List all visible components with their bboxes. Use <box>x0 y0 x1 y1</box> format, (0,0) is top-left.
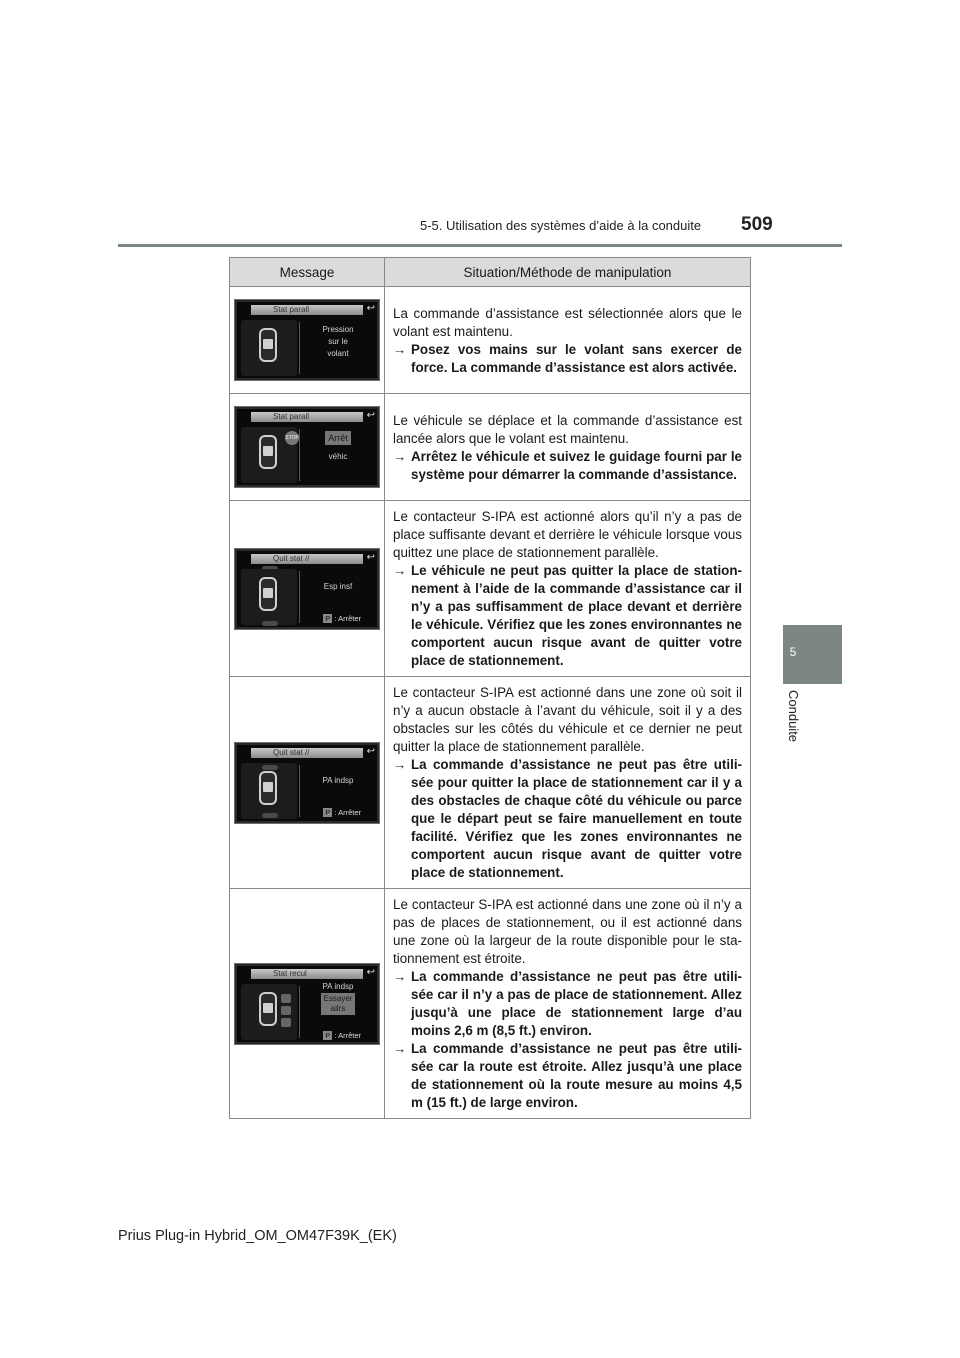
table-row <box>230 394 751 501</box>
action-item <box>393 341 742 377</box>
action-item <box>393 448 742 484</box>
arrow-icon: → <box>393 448 407 464</box>
stop-hint-text: : Arrêter <box>334 613 361 623</box>
screen-divider <box>299 765 300 817</box>
action-text: Arrêtez le véhicule et suivez le guidage fourni par le système pour démarrer la commande d’assistance. <box>411 448 742 482</box>
screen-message <box>301 324 375 360</box>
return-icon: ↩ <box>366 551 375 563</box>
chapter-number: 5 <box>789 645 797 659</box>
arrow-icon: → <box>393 341 407 357</box>
retry-badge-line: ailrs <box>330 1003 346 1013</box>
arrow-icon: → <box>393 563 407 578</box>
car-icon <box>259 771 277 805</box>
screen-title-bar: Quit stat // <box>251 748 363 758</box>
action-item <box>393 1040 742 1112</box>
action-item <box>393 756 742 882</box>
arrow-icon: → <box>393 757 407 772</box>
action-text: Le véhicule ne peut pas quitter la place de station- nement à l’aide de la commande d’assistance car il n’y a pas suffisamment de place devant et derrière le véhicule. Vérifiez que les zones environnantes ne comportent aucun risque avant de quitter votre place de stationnement. <box>411 563 742 668</box>
table-row <box>230 287 751 394</box>
car-icon <box>259 328 277 362</box>
situation-text: Le véhicule se déplace et la commande d’assistance est lancée alors que le volant est maintenu. <box>393 412 742 446</box>
screen-divider <box>299 429 300 481</box>
stop-icon: STOP <box>285 431 299 445</box>
document-footer: Prius Plug-in Hybrid_OM_OM47F39K_(EK) <box>118 1228 397 1244</box>
screen-message <box>301 981 375 1015</box>
situation-cell <box>385 501 751 677</box>
situation-cell <box>385 677 751 889</box>
display-screen-image <box>234 963 380 1045</box>
situation-text: Le contacteur S-IPA est actionné alors qu’il n’y a pas de place suffisante devant et derrière le véhicule lorsque vous quittez une place de stationnement parallèle. <box>393 509 742 560</box>
sensor-icon <box>262 621 278 626</box>
screen-message-line: volant <box>327 349 349 358</box>
car-icon <box>259 435 277 469</box>
screen-message-line: sur le <box>328 337 348 346</box>
screen-title-bar: Stat parall <box>251 412 363 422</box>
situation-cell <box>385 394 751 501</box>
page-number: 509 <box>741 214 773 235</box>
screen-message: PA indsp <box>322 775 354 785</box>
message-screen-cell <box>230 394 385 501</box>
stop-badge: Arrêt <box>325 431 351 445</box>
action-text: La commande d’assistance ne peut pas être utili- sée car il n’y a pas de place de stationnement. Allez jusqu’à une place de stationnement large d’au moins 2,6 m (8,5 ft.) environ. <box>411 969 742 1038</box>
car-icon <box>259 577 277 611</box>
table-row <box>230 889 751 1119</box>
message-table <box>229 257 751 1119</box>
stop-hint-text: : Arrêter <box>334 807 361 817</box>
return-icon: ↩ <box>366 410 375 421</box>
action-item <box>393 562 742 670</box>
retry-badge <box>321 993 356 1015</box>
screen-title-bar: Stat parall <box>251 305 363 315</box>
action-text: La commande d’assistance ne peut pas être utili- sée pour quitter la place de stationnement car il y a des obstacles de chaque côté du véhicule ou parce que le départ peut se faire manuellement en toute facilité. Vérifiez que les zones environnantes ne comportent aucun risque avant de quitter votre place de stationnement. <box>411 757 742 880</box>
situation-text: Le contacteur S-IPA est actionné dans une zone où soit il n’y a aucun obstacle à l’avant du véhicule, soit il y a des obstacles sur les côtés du véhicule et ce dernier ne peut quitter la place de stationnement parallèle. <box>393 685 742 754</box>
stop-hint <box>323 1031 361 1040</box>
sensor-icon <box>262 765 278 770</box>
message-screen-cell <box>230 677 385 889</box>
display-screen-image <box>234 742 380 824</box>
sensor-icon <box>281 994 291 1003</box>
sensor-icon <box>281 1006 291 1015</box>
screen-divider <box>299 322 300 374</box>
screen-divider <box>299 986 300 1038</box>
stop-hint <box>323 614 361 623</box>
message-screen-cell <box>230 889 385 1119</box>
screen-message-line: Pression <box>322 325 354 334</box>
situation-text: La commande d’assistance est sélectionnée alors que le volant est maintenu. <box>393 305 742 339</box>
car-icon <box>259 992 277 1026</box>
arrow-icon: → <box>393 969 407 984</box>
display-screen-image <box>234 299 380 381</box>
arrow-icon: → <box>393 1041 407 1056</box>
situation-cell <box>385 889 751 1119</box>
retry-badge-line: Essayer <box>323 993 353 1003</box>
screen-divider <box>299 571 300 623</box>
screen-message <box>301 431 375 463</box>
screen-message-line: PA indsp <box>322 981 354 991</box>
screen-message-line: véhic <box>328 452 348 461</box>
return-icon: ↩ <box>366 966 375 978</box>
column-header-situation: Situation/Méthode de manipulation <box>385 258 751 287</box>
header-rule <box>118 244 842 247</box>
chapter-label: Conduite <box>786 690 801 743</box>
column-header-message: Message <box>230 258 385 287</box>
display-screen-image <box>234 406 380 488</box>
message-screen-cell <box>230 501 385 677</box>
stop-hint-text: : Arrêter <box>334 1030 361 1040</box>
action-item <box>393 968 742 1040</box>
sensor-icon <box>281 1018 291 1027</box>
screen-title-bar: Quit stat // <box>251 554 363 564</box>
p-switch-icon: P <box>325 613 331 623</box>
p-switch-icon: P <box>325 1030 331 1040</box>
table-row <box>230 501 751 677</box>
sensor-icon <box>262 813 278 818</box>
situation-text: Le contacteur S-IPA est actionné dans une zone où il n’y a pas de places de stationnement, ou il est actionné dans une zone où la largeur de la route disponible pour le sta- tionnement est étroite. <box>393 897 742 966</box>
return-icon: ↩ <box>366 745 375 757</box>
p-switch-icon: P <box>325 807 331 817</box>
situation-cell <box>385 287 751 394</box>
screen-title-bar: Stat recul <box>251 969 363 979</box>
table-row <box>230 677 751 889</box>
return-icon: ↩ <box>366 303 375 314</box>
action-text: La commande d’assistance ne peut pas être utili- sée car la route est étroite. Allez jusqu’à une place de stationnement où la route mesure au moins 4,5 m (15 ft.) de large environ. <box>411 1041 742 1110</box>
section-title: 5-5. Utilisation des systèmes d’aide à la conduite <box>420 218 702 233</box>
message-screen-cell <box>230 287 385 394</box>
table-header-row <box>230 258 751 287</box>
screen-message: Esp insf <box>323 581 353 591</box>
display-screen-image <box>234 548 380 630</box>
action-text: Posez vos mains sur le volant sans exercer de force. La commande d’assistance est alors activée. <box>411 341 742 375</box>
stop-hint <box>323 808 361 817</box>
